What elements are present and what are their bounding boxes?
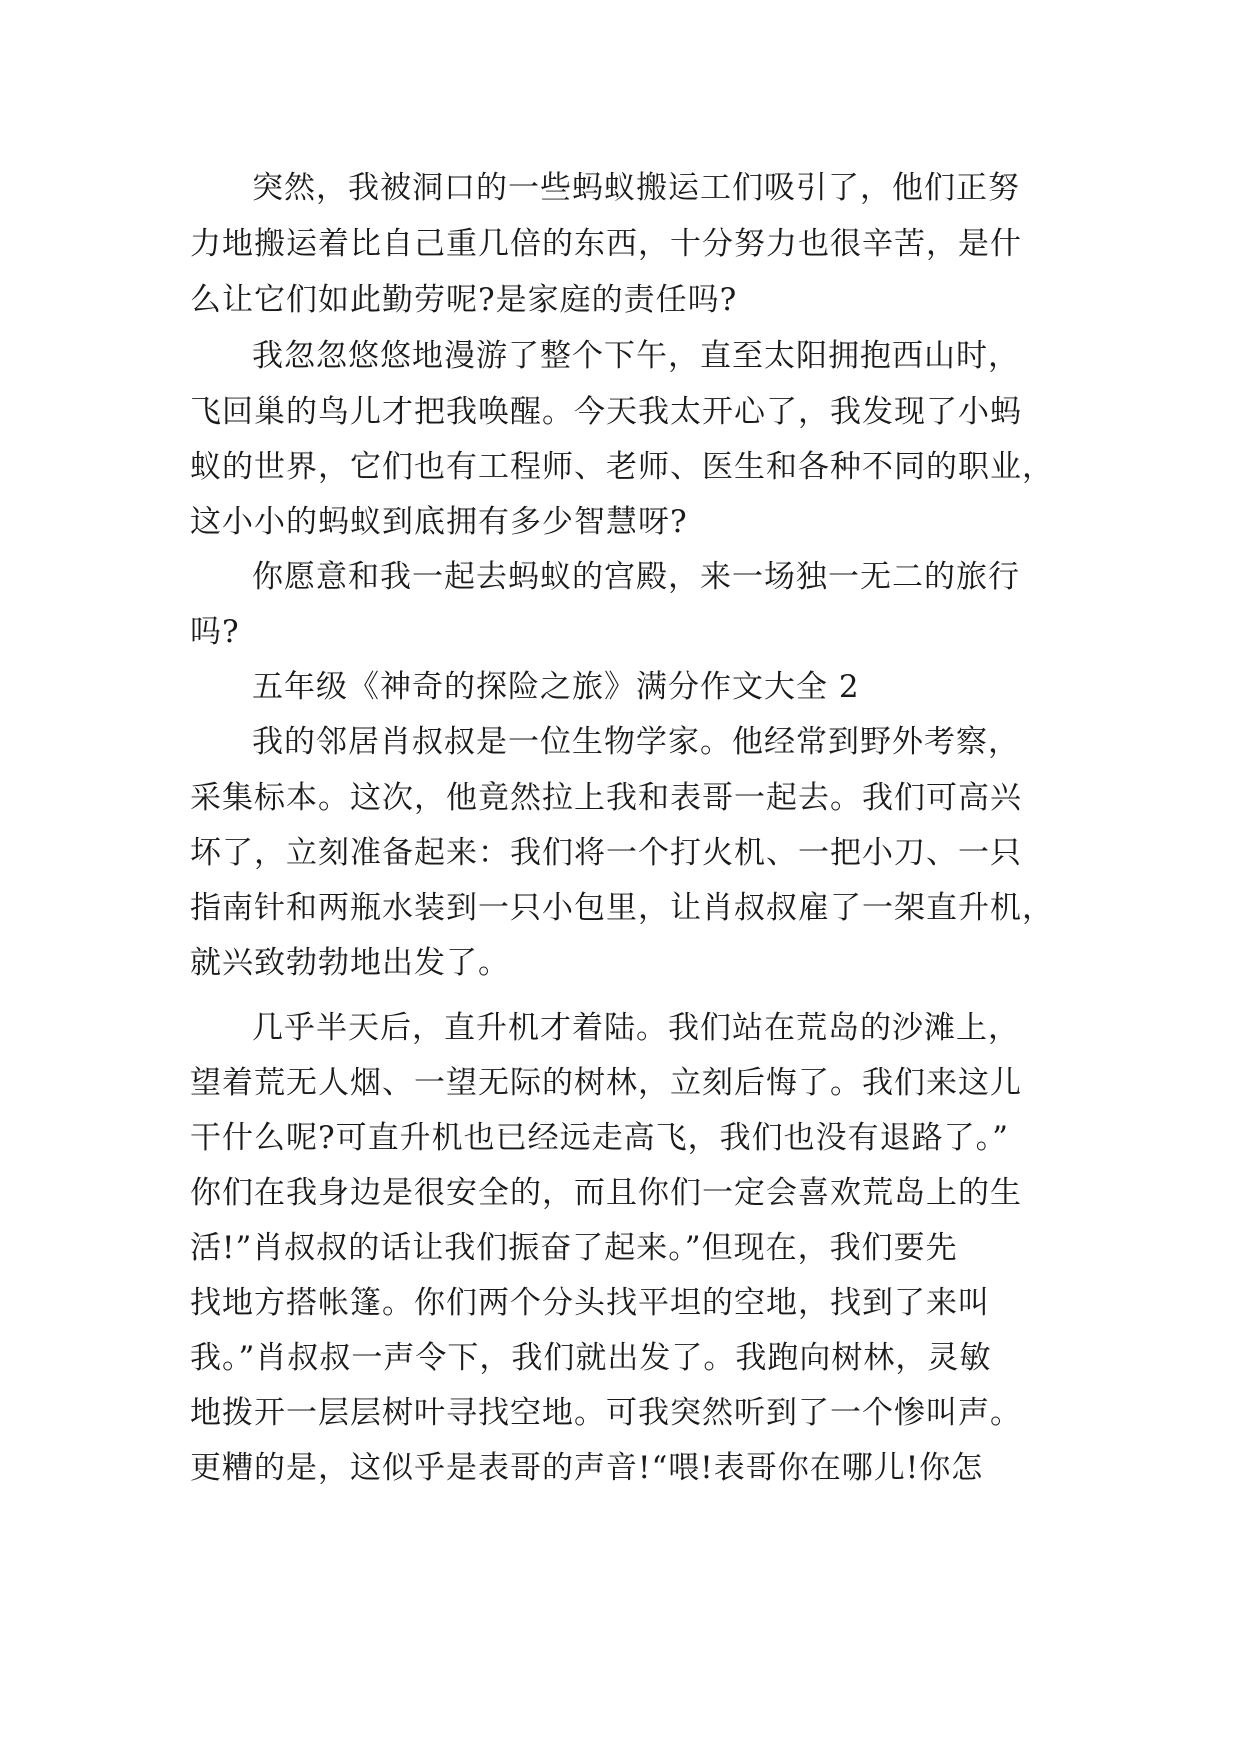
- text-line: 我。”肖叔叔一声令下，我们就出发了。我跑向树林，灵敏: [190, 1340, 992, 1376]
- text-line: 突然，我被洞口的一些蚂蚁搬运工们吸引了，他们正努: [252, 170, 1020, 206]
- text-line: 我的邻居肖叔叔是一位生物学家。他经常到野外考察，: [252, 724, 1020, 760]
- text-line: 我忽忽悠悠地漫游了整个下午，直至太阳拥抱西山时，: [252, 338, 1020, 374]
- text-line: 你愿意和我一起去蚂蚁的宫殿，来一场独一无二的旅行: [252, 559, 1020, 595]
- text-line: 找地方搭帐篷。你们两个分头找平坦的空地，找到了来叫: [190, 1285, 990, 1321]
- text-line: 采集标本。这次，他竟然拉上我和表哥一起去。我们可高兴: [190, 780, 1022, 816]
- text-line: 蚁的世界，它们也有工程师、老师、医生和各种不同的职业，: [190, 449, 1054, 485]
- text-line: 指南针和两瓶水装到一只小包里，让肖叔叔雇了一架直升机，: [190, 890, 1054, 926]
- text-line: 这小小的蚂蚁到底拥有多少智慧呀?: [190, 504, 688, 540]
- text-line: 吗?: [190, 614, 240, 650]
- text-line: 几乎半天后，直升机才着陆。我们站在荒岛的沙滩上，: [252, 1010, 1020, 1046]
- text-line: 干什么呢?可直升机也已经远走高飞，我们也没有退路了。”: [190, 1120, 1009, 1156]
- text-line: 更糟的是，这似乎是表哥的声音!“喂!表哥你在哪儿!你怎: [190, 1450, 984, 1486]
- text-line: 地拨开一层层树叶寻找空地。可我突然听到了一个惨叫声。: [190, 1395, 1022, 1431]
- text-line: 力地搬运着比自己重几倍的东西，十分努力也很辛苦，是什: [190, 226, 1022, 262]
- section-heading: 五年级《神奇的探险之旅》满分作文大全 2: [252, 669, 860, 705]
- text-line: 你们在我身边是很安全的，而且你们一定会喜欢荒岛上的生: [190, 1175, 1022, 1211]
- text-line: 望着荒无人烟、一望无际的树林，立刻后悔了。我们来这儿: [190, 1065, 1022, 1101]
- text-line: 坏了，立刻准备起来：我们将一个打火机、一把小刀、一只: [190, 835, 1022, 871]
- text-line: 活!”肖叔叔的话让我们振奋了起来。”但现在，我们要先: [190, 1230, 958, 1266]
- text-line: 么让它们如此勤劳呢?是家庭的责任吗?: [190, 282, 738, 318]
- text-line: 就兴致勃勃地出发了。: [190, 945, 510, 981]
- text-line: 飞回巢的鸟儿才把我唤醒。今天我太开心了，我发现了小蚂: [190, 394, 1022, 430]
